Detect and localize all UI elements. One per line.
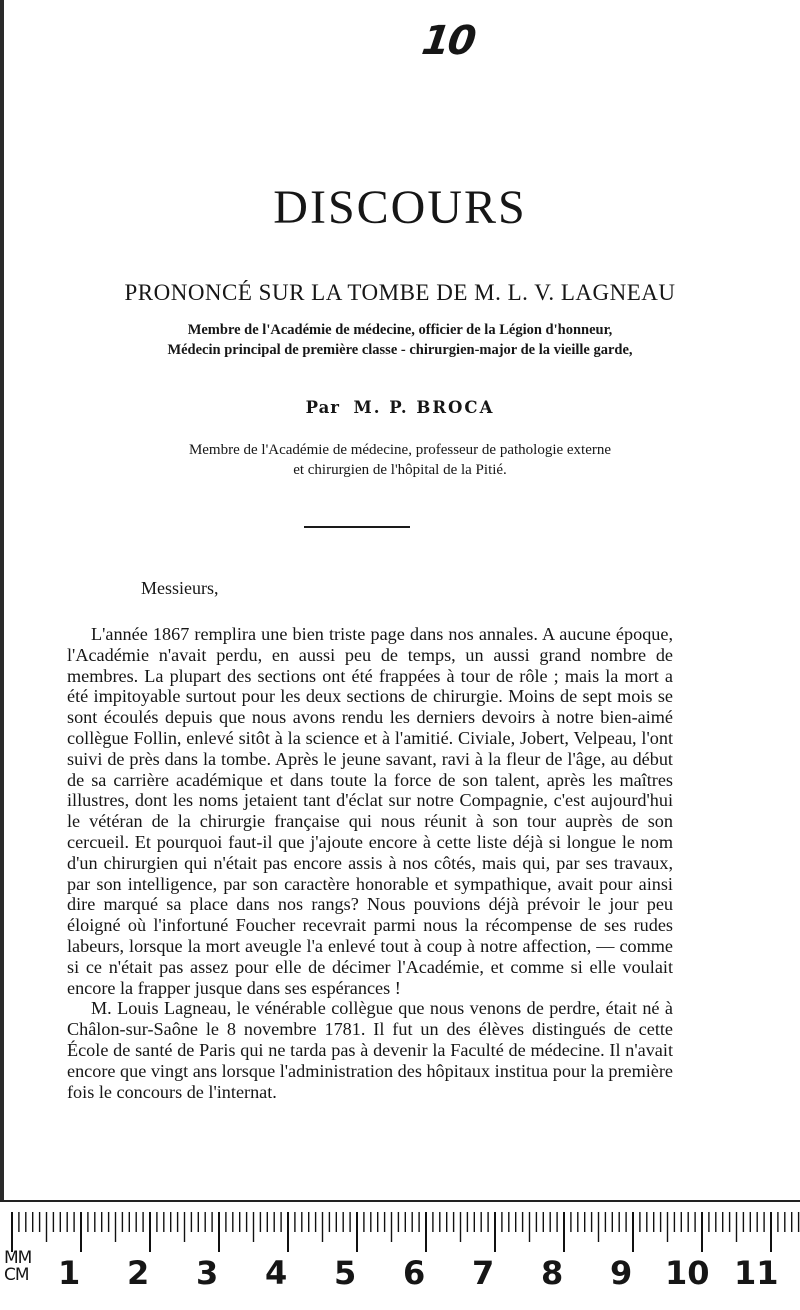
author-name: M. P. BROCA bbox=[353, 398, 495, 417]
ruler-cm-label: 4 bbox=[265, 1254, 288, 1292]
paragraph-2: M. Louis Lagneau, le vénérable collègue que nous venons de perdre, était né à Châlon-sur-Saône le 8 novembre 1781. Il fut un des élèves distingués de cette École de santé de Paris qui ne tarda pas à devenir la Faculté de médecine. Il n'avait encore que vingt ans lorsque l'administration des hôpitaux institua pour la première fois le concours de l'internat. bbox=[67, 998, 673, 1102]
ruler-cm-label: 6 bbox=[403, 1254, 426, 1292]
author-affiliation-line-1: Membre de l'Académie de médecine, professeur de pathologie externe bbox=[188, 442, 612, 458]
document-subtitle: PRONONCÉ SUR LA TOMBE DE M. L. V. LAGNEAU bbox=[124, 280, 676, 305]
ruler-unit-labels bbox=[4, 1250, 31, 1284]
body-text bbox=[67, 624, 673, 1102]
author-line bbox=[0, 398, 800, 417]
separator-rule bbox=[304, 526, 410, 528]
ruler-unit-cm: CM bbox=[4, 1265, 29, 1285]
author-affiliation-line-2: et chirurgien de l'hôpital de la Pitié. bbox=[293, 462, 507, 478]
ruler-cm-label: 7 bbox=[472, 1254, 495, 1292]
ruler-ticks bbox=[0, 1202, 800, 1252]
ruler-cm-label: 5 bbox=[334, 1254, 357, 1292]
ruler-cm-label: 3 bbox=[196, 1254, 219, 1292]
ruler-unit-mm: MM bbox=[4, 1248, 32, 1268]
ruler-cm-label: 11 bbox=[734, 1254, 779, 1292]
salutation: Messieurs, bbox=[141, 578, 219, 598]
subject-description-line-1: Membre de l'Académie de médecine, officier de la Légion d'honneur, bbox=[187, 322, 613, 338]
ruler-cm-label: 2 bbox=[127, 1254, 150, 1292]
ruler-cm-label: 9 bbox=[610, 1254, 633, 1292]
paragraph-1: L'année 1867 remplira une bien triste page dans nos annales. A aucune époque, l'Académie n'avait perdu, en aussi peu de temps, un aussi grand nombre de membres. La plupart des sections ont été frappées à tour de rôle ; mais la mort a été impitoyable surtout pour les deux sections de chirurgie. Moins de sept mois se sont écoulés depuis que nous avons rendu les derniers devoirs à notre bien-aimé collègue Follin, enlevé sitôt à la science et à l'amitié. Civiale, Jobert, Velpeau, l'ont suivi de près dans la tombe. Après le jeune savant, ravi à la fleur de l'âge, au début de sa carrière académique et dans toute la force de son talent, après les maîtres illustres, dont les noms jetaient tant d'éclat sur notre Compagnie, c'est aujourd'hui le vétéran de la chirurgie française qui nous réunit à son tour auprès de son cercueil. Et pourquoi faut-il que j'ajoute encore à cette liste déjà si longue le nom d'un chirurgien qui n'était pas encore assis à nos côtés, mais qui, par ses travaux, par son intelligence, par son caractère honorable et sympathique, avait pour ainsi dire marqué sa place dans nos rangs? Nous pouvions déjà prévoir le jour peu éloigné où l'infortuné Foucher recevrait parmi nous la récompense de ses rudes labeurs, lorsque la mort aveugle l'a enlevé tout à coup à notre affection, — comme si ce n'était pas assez pour elle de décimer l'Académie, et comme si elle voulait encore la frapper jusque dans ses espérances ! bbox=[67, 624, 673, 998]
handwritten-page-number: 10 bbox=[418, 18, 478, 64]
subject-description-line-2: Médecin principal de première classe - chirurgien-major de la vieille garde, bbox=[167, 342, 633, 358]
author-prefix: Par bbox=[305, 398, 340, 417]
measurement-ruler bbox=[0, 1200, 800, 1310]
ruler-cm-label: 8 bbox=[541, 1254, 564, 1292]
ruler-cm-label: 10 bbox=[665, 1254, 710, 1292]
ruler-cm-label: 1 bbox=[58, 1254, 81, 1292]
document-title: DISCOURS bbox=[273, 181, 527, 234]
